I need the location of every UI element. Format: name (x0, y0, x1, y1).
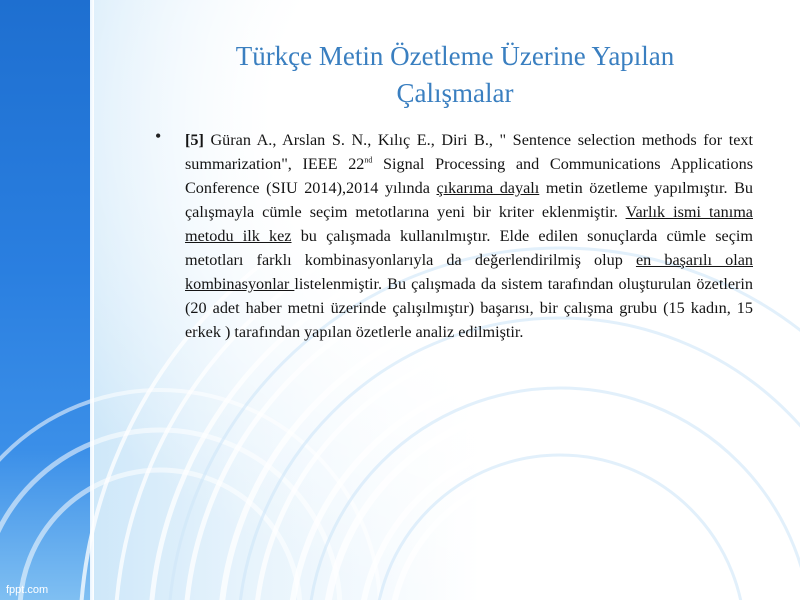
reference-number: [5] (185, 131, 204, 149)
text-part-5: listelenmiştir. Bu çalışmada da sistem tarafından oluşturulan özetlerin (20 adet haber metni üzerinde çalışılmıştır) başarısı, bir çalışma grubu (15 kadın, 15 erkek ) tarafından yapılan özetlerle analiz edilmiştir. (185, 275, 753, 341)
text-part-4: bu çalışmada kullanılmıştır. Elde edilen sonuçlarda cümle seçim metotları farklı kombinasyonlarıyla da değerlendirilmiş olup (185, 227, 753, 269)
text-part-1: Güran A., Arslan S. N., Kılıç E., Diri B., " Sentence selection methods for text summarization", IEEE 22 (185, 131, 753, 173)
slide-content (155, 128, 753, 344)
title-line-2: Çalışmalar (396, 78, 514, 108)
underlined-phrase-1: çıkarıma dayalı (436, 179, 540, 197)
slide-title (170, 38, 740, 112)
text-part-3: metin özetleme yapılmıştır. Bu çalışmayla cümle seçim metotlarına yeni bir kriter eklenmiştir. (185, 179, 753, 221)
ordinal-superscript: nd (364, 155, 373, 165)
text-part-2: Signal Processing and Communications Applications Conference (SIU 2014),2014 yılında (185, 155, 753, 197)
reference-paragraph (185, 128, 753, 344)
underlined-phrase-2: Varlık ismi tanıma metodu ilk kez (185, 203, 753, 245)
underlined-phrase-3: en başarılı olan kombinasyonlar (185, 251, 753, 293)
title-line-1: Türkçe Metin Özetleme Üzerine Yapılan (235, 41, 675, 71)
watermark: fppt.com (6, 584, 49, 596)
bullet-marker: • (155, 126, 162, 146)
